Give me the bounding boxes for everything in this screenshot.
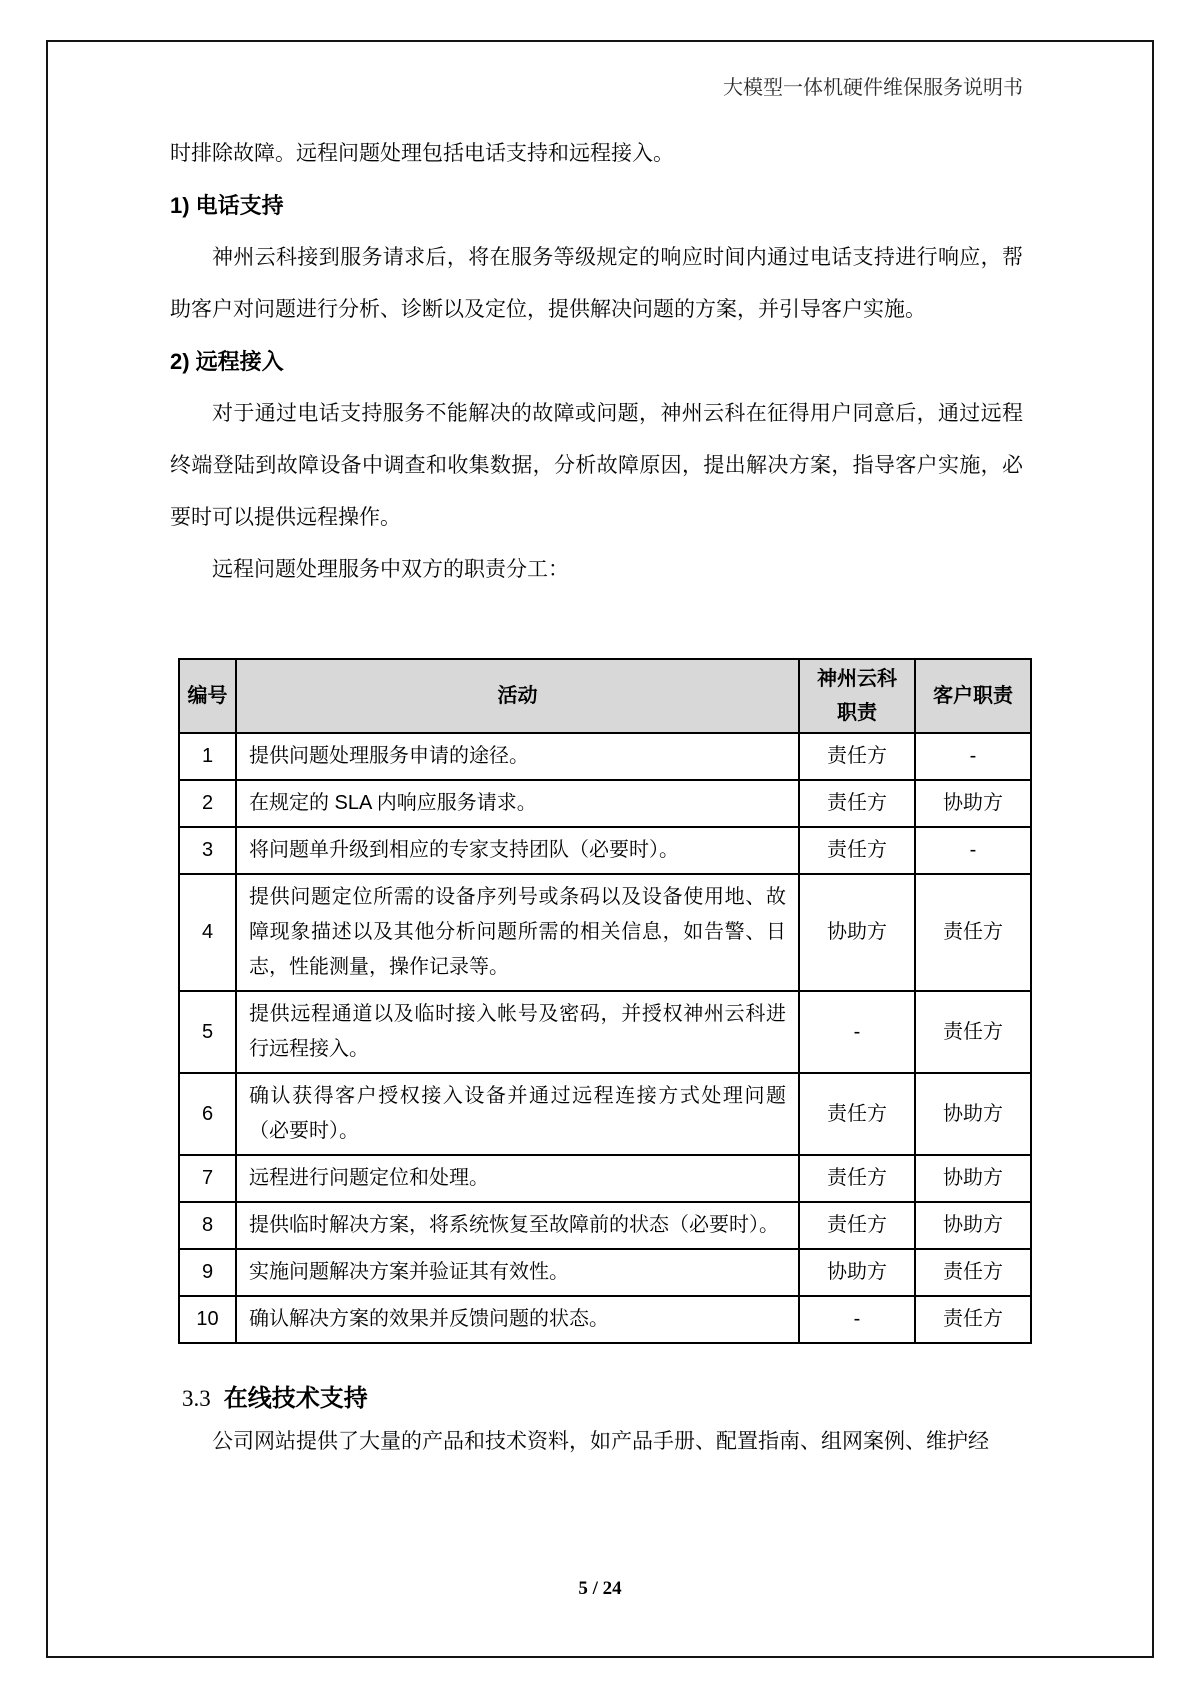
table-row — [179, 991, 1031, 1073]
cell-customer-duty: 协助方 — [915, 1155, 1031, 1202]
column-header-activity: 活动 — [236, 659, 799, 733]
heading-remote-access: 2) 远程接入 — [170, 349, 284, 374]
table-row — [179, 1202, 1031, 1249]
responsibility-table-header — [179, 659, 1031, 733]
responsibility-table-body — [179, 733, 1031, 1343]
cell-no: 1 — [179, 733, 236, 780]
cell-yunke-duty: 责任方 — [799, 1155, 915, 1202]
cell-no: 5 — [179, 991, 236, 1073]
heading-phone-support: 1) 电话支持 — [170, 193, 284, 218]
cell-yunke-duty: 责任方 — [799, 1073, 915, 1155]
cell-customer-duty: 责任方 — [915, 1296, 1031, 1343]
column-header-yunke-duty — [799, 659, 915, 733]
cell-yunke-duty: 责任方 — [799, 733, 915, 780]
cell-no: 7 — [179, 1155, 236, 1202]
cell-no: 4 — [179, 874, 236, 991]
cell-yunke-duty: - — [799, 991, 915, 1073]
cell-customer-duty: 协助方 — [915, 1202, 1031, 1249]
table-row — [179, 1296, 1031, 1343]
cell-activity: 确认获得客户授权接入设备并通过远程连接方式处理问题（必要时）。 — [236, 1073, 799, 1155]
cell-activity: 确认解决方案的效果并反馈问题的状态。 — [236, 1296, 799, 1343]
page-header: 大模型一体机硬件维保服务说明书 — [723, 77, 1023, 99]
cell-no: 2 — [179, 780, 236, 827]
cell-no: 10 — [179, 1296, 236, 1343]
page-number: 5 / 24 — [578, 1578, 622, 1599]
cell-yunke-duty: 协助方 — [799, 874, 915, 991]
paragraph-intro: 时排除故障。远程问题处理包括电话支持和远程接入。 — [170, 142, 674, 165]
cell-customer-duty: 责任方 — [915, 991, 1031, 1073]
cell-customer-duty: 协助方 — [915, 1073, 1031, 1155]
cell-no: 9 — [179, 1249, 236, 1296]
column-header-yunke-duty-line1: 神州云科 — [817, 668, 897, 690]
section-title: 在线技术支持 — [223, 1385, 368, 1412]
table-header-row — [179, 659, 1031, 733]
table-row — [179, 1073, 1031, 1155]
cell-activity: 提供远程通道以及临时接入帐号及密码，并授权神州云科进行远程接入。 — [236, 991, 799, 1073]
column-header-yunke-duty-line2: 职责 — [837, 702, 877, 724]
table-row — [179, 1249, 1031, 1296]
cell-yunke-duty: 责任方 — [799, 1202, 915, 1249]
cell-activity: 实施问题解决方案并验证其有效性。 — [236, 1249, 799, 1296]
paragraph-remote-access: 对于通过电话支持服务不能解决的故障或问题，神州云科在征得用户同意后，通过远程终端登陆到故障设备中调查和收集数据，分析故障原因，提出解决方案，指导客户实施，必要时可以提供远程操作。 — [170, 402, 1023, 529]
cell-activity: 在规定的 SLA 内响应服务请求。 — [236, 780, 799, 827]
cell-activity: 将问题单升级到相应的专家支持团队（必要时）。 — [236, 827, 799, 874]
cell-customer-duty: 协助方 — [915, 780, 1031, 827]
table-row — [179, 1155, 1031, 1202]
responsibility-table — [178, 658, 1032, 1344]
cell-yunke-duty: 协助方 — [799, 1249, 915, 1296]
cell-activity: 提供临时解决方案，将系统恢复至故障前的状态（必要时）。 — [236, 1202, 799, 1249]
cell-no: 8 — [179, 1202, 236, 1249]
paragraph-phone-support: 神州云科接到服务请求后，将在服务等级规定的响应时间内通过电话支持进行响应，帮助客户对问题进行分析、诊断以及定位，提供解决问题的方案，并引导客户实施。 — [170, 246, 1023, 321]
column-header-no: 编号 — [179, 659, 236, 733]
cell-no: 6 — [179, 1073, 236, 1155]
paragraph-online-support: 公司网站提供了大量的产品和技术资料，如产品手册、配置指南、组网案例、维护经 — [212, 1430, 989, 1453]
cell-customer-duty: - — [915, 733, 1031, 780]
cell-customer-duty: 责任方 — [915, 874, 1031, 991]
table-row — [179, 780, 1031, 827]
cell-customer-duty: - — [915, 827, 1031, 874]
cell-customer-duty: 责任方 — [915, 1249, 1031, 1296]
cell-no: 3 — [179, 827, 236, 874]
section-number: 3.3 — [182, 1386, 211, 1411]
cell-yunke-duty: 责任方 — [799, 780, 915, 827]
table-row — [179, 874, 1031, 991]
paragraph-table-lead: 远程问题处理服务中双方的职责分工： — [212, 558, 569, 581]
table-row — [179, 733, 1031, 780]
cell-activity: 远程进行问题定位和处理。 — [236, 1155, 799, 1202]
page-content — [170, 128, 1023, 1468]
cell-yunke-duty: - — [799, 1296, 915, 1343]
cell-yunke-duty: 责任方 — [799, 827, 915, 874]
table-row — [179, 827, 1031, 874]
column-header-customer-duty: 客户职责 — [915, 659, 1031, 733]
cell-activity: 提供问题处理服务申请的途径。 — [236, 733, 799, 780]
section-heading-online-support — [182, 1382, 1023, 1416]
cell-activity: 提供问题定位所需的设备序列号或条码以及设备使用地、故障现象描述以及其他分析问题所需的相关信息，如告警、日志，性能测量，操作记录等。 — [236, 874, 799, 991]
